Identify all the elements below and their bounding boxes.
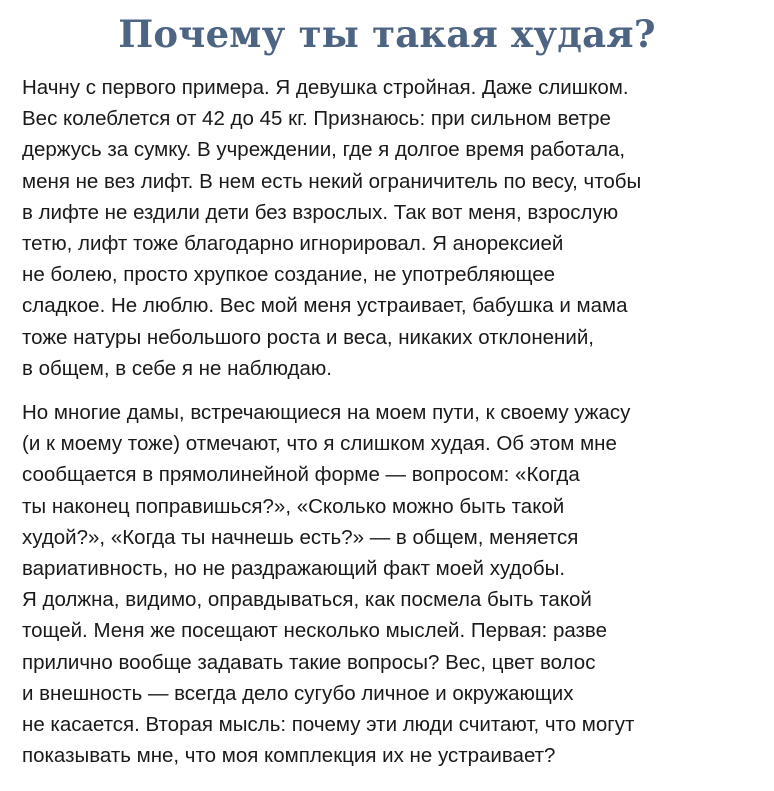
paragraph-line: тощей. Меня же посещают несколько мыслей. Первая: разве (22, 619, 607, 643)
paragraph-line: тоже натуры небольшого роста и веса, никаких отклонений, (22, 325, 594, 349)
paragraph-line: Но многие дамы, встречающиеся на моем пути, к своему ужасу (22, 401, 631, 424)
paragraph-line: ты наконец поправишься?», «Сколько можно быть такой (22, 494, 565, 518)
paragraph-line: не касается. Вторая мысль: почему эти люди считают, что могут (22, 713, 635, 737)
paragraph-line: тетю, лифт тоже благодарно игнорировал. Я анорексией (22, 232, 564, 256)
paragraph-line: Вес колеблется от 42 до 45 кг. Признаюсь: при сильном ветре (22, 107, 611, 131)
paragraph-line: (и к моему тоже) отмечают, что я слишком худая. Об этом мне (22, 432, 617, 456)
paragraph-line: сообщается в прямолинейной форме — вопросом: «Когда (22, 463, 580, 487)
paragraph-line: не болею, просто хрупкое создание, не употребляющее (22, 263, 556, 287)
paragraph-line: худой?», «Когда ты начнешь есть?» — в общем, меняется (22, 525, 579, 549)
paragraph-line: меня не вез лифт. В нем есть некий ограничитель по весу, чтобы (22, 169, 642, 193)
article-title: Почему ты такая худая? (118, 12, 656, 56)
paragraph-line: показывать мне, что моя комплекция их не устраивает? (22, 744, 556, 768)
paragraph-line: вариативность, но не раздражающий факт моей худобы. (22, 557, 566, 581)
paragraph-1 (22, 72, 762, 384)
paragraph-line: в общем, в себе я не наблюдаю. (22, 356, 332, 380)
paragraph-line: и внешность — всегда дело сугубо личное и окружающих (22, 681, 574, 705)
paragraph-line: в лифте не ездили дети без взрослых. Так вот меня, взрослую (22, 200, 619, 224)
paragraph-line: Начну с первого примера. Я девушка стройная. Даже слишком. (22, 76, 629, 99)
paragraph-line: прилично вообще задавать такие вопросы? Вес, цвет волос (22, 650, 596, 674)
paragraph-line: держусь за сумку. В учреждении, где я долгое время работала, (22, 138, 626, 162)
paragraph-line: Я должна, видимо, оправдываться, как посмела быть такой (22, 588, 592, 612)
paragraph-line: сладкое. Не люблю. Вес мой меня устраивает, бабушка и мама (22, 294, 628, 318)
paragraph-2 (22, 397, 762, 771)
